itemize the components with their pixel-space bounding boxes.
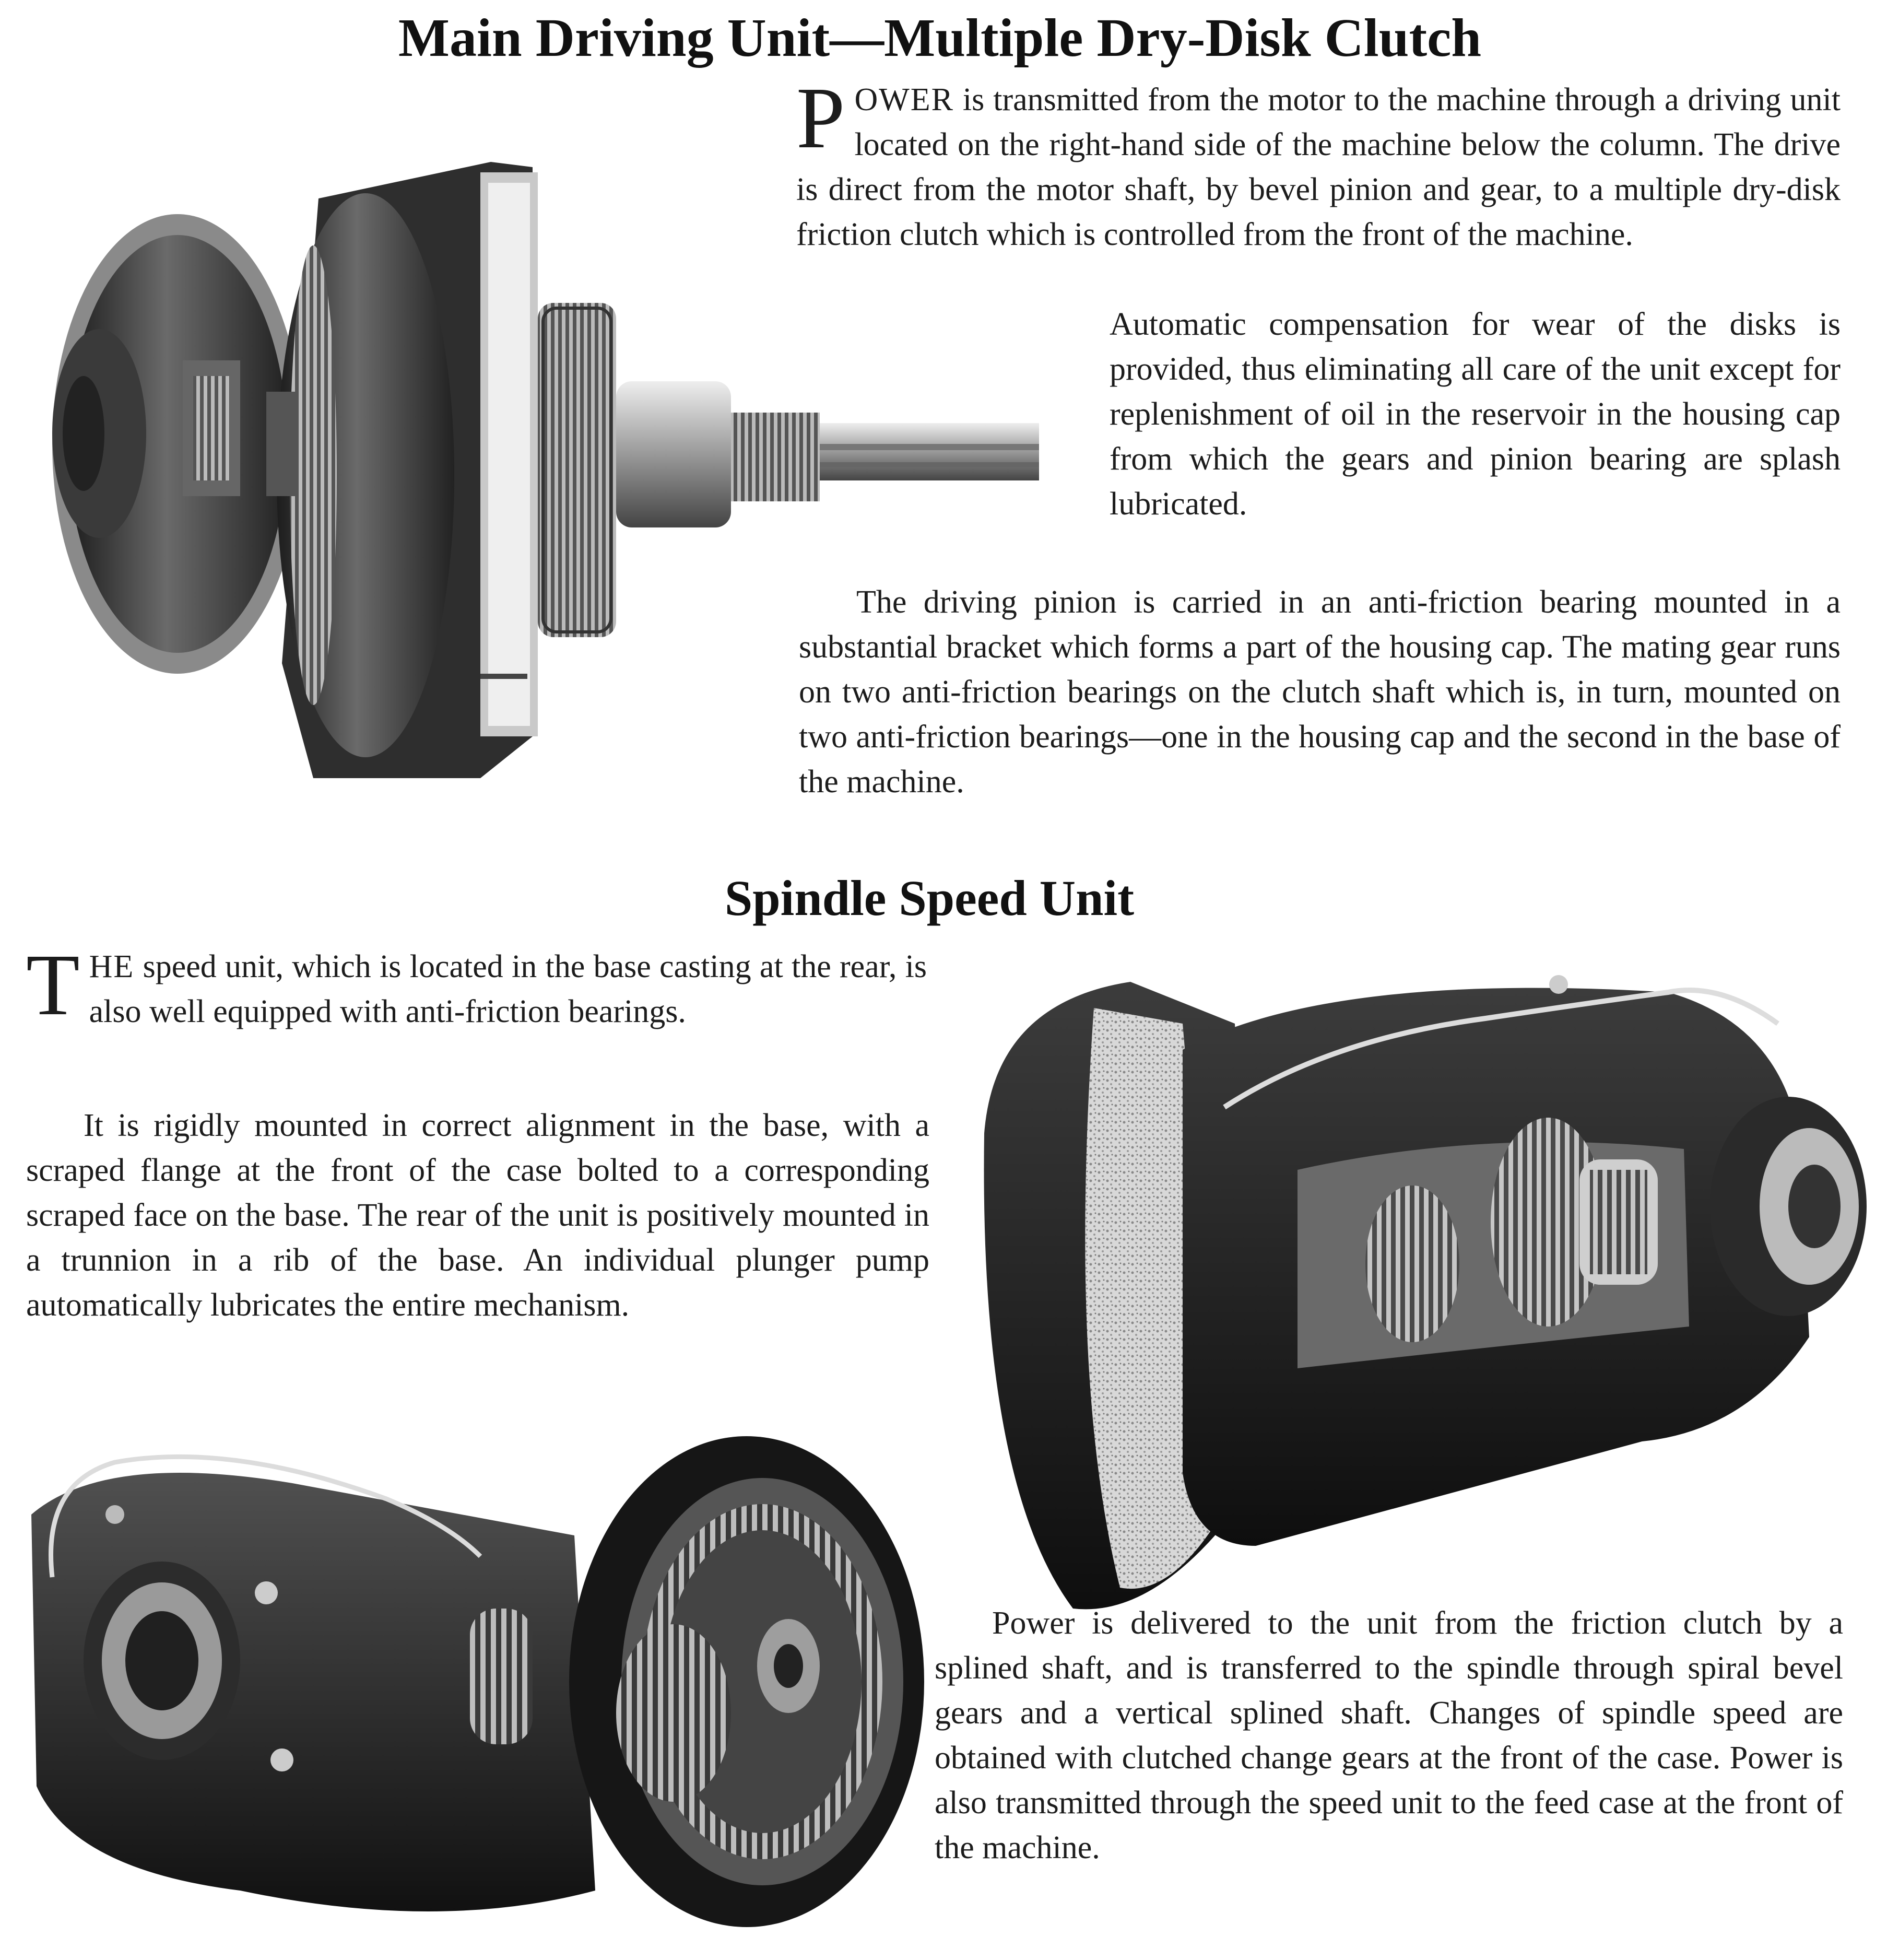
spindle-speed-paragraph-3: Power is delivered to the unit from the friction clutch by a splined shaft, and is transferred to the spindle through spiral bevel gears and a vertical splined shaft. Changes of spindle speed are obtained with clutched change gears at the front of the case. Power is also transmitted through the speed unit to the feed case at the front of the machine. [935,1605,1843,1865]
dropcap-p: P [796,69,845,167]
lead-word: OWER [854,82,954,118]
main-driving-paragraph-1-continued: Automatic compensation for wear of the disks is provided, thus eliminating all care of the unit except for replenishment of oil in the reservoir in the housing cap from which the gears and pinion bearing are splash lubricated. [1110,307,1841,522]
change-gears-photo [21,1421,932,1948]
spindle-speed-title: Spindle Speed Unit [724,870,1135,926]
lead-word: HE [89,949,135,984]
spindle-speed-paragraph-1 [26,936,927,1034]
dropcap-t: T [26,936,80,1034]
main-driving-paragraph-2: The driving pinion is carried in an anti-friction bearing mounted in a substantial bracket which forms a part of the housing cap. The mating gear runs on two anti-friction bearings on the clutch shaft which is, in turn, mounted on two anti-friction bearings—one in the housing cap and the second in the base of the machine. [799,584,1841,800]
paragraph-text: speed unit, which is located in the base casting at the rear, is also well equipped with anti-friction bearings. [89,949,927,1029]
main-driving-title: Main Driving Unit—Multiple Dry-Disk Clutch [398,8,1482,68]
spindle-speed-unit-photo [963,961,1877,1635]
clutch-assembly-photo [21,151,1060,809]
paragraph-text: is transmitted from the motor to the machine through a driving unit located on the right-hand side of the machine below the column. The drive is direct from the motor shaft, by bevel pinion and gear, to a multiple dry-disk friction clutch which is controlled from the front of the machine. [796,82,1841,252]
spindle-speed-paragraph-2: It is rigidly mounted in correct alignment in the base, with a scraped flange at the front of the case bolted to a corresponding scraped face on the base. The rear of the unit is positively mounted in a trunnion in a rib of the base. An individual plunger pump automatically lubricates the entire mechanism. [26,1108,929,1323]
